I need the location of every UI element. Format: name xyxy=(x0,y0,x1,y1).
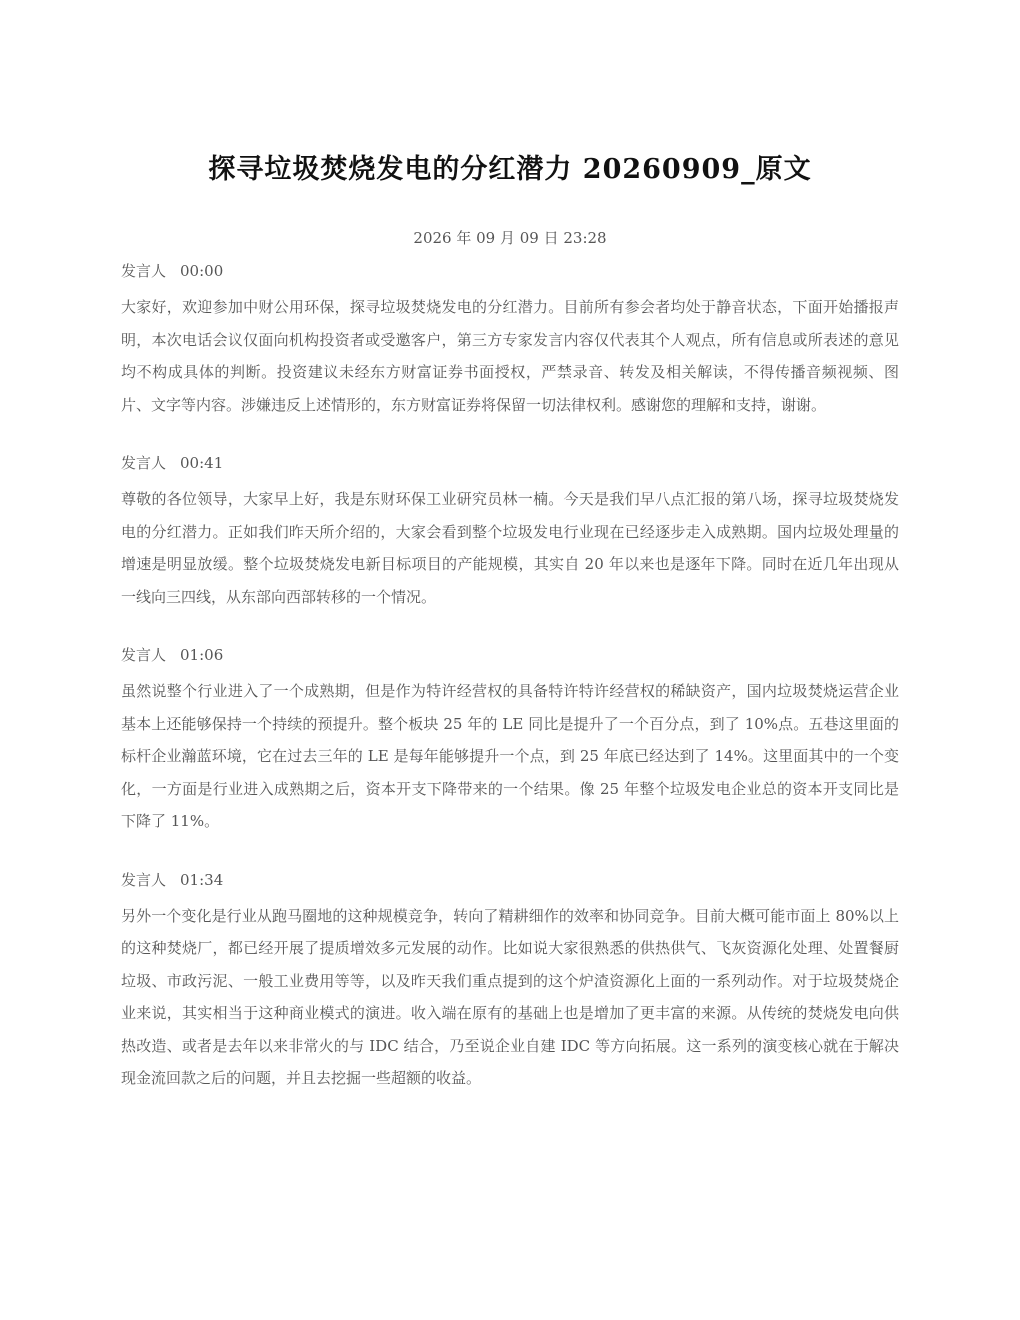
speaker-header xyxy=(121,451,899,475)
speaker-header xyxy=(121,868,899,892)
transcript-body xyxy=(121,259,899,1125)
transcript-paragraph: 大家好，欢迎参加中财公用环保，探寻垃圾焚烧发电的分红潜力。目前所有参会者均处于静音状态，下面开始播报声明，本次电话会议仅面向机构投资者或受邀客户，第三方专家发言内容仅代表其个人观点，所有信息或所表述的意见均不构成具体的判断。投资建议未经东方财富证券书面授权，严禁录音、转发及相关解读，不得传播音频视频、图片、文字等内容。涉嫌违反上述情形的，东方财富证券将保留一切法律权利。感谢您的理解和支持，谢谢。 xyxy=(121,298,899,414)
speaker-name: 发言人 xyxy=(121,646,167,664)
transcript-section xyxy=(121,868,899,1095)
transcript-paragraph: 另外一个变化是行业从跑马圈地的这种规模竞争，转向了精耕细作的效率和协同竞争。目前大概可能市面上 80%以上的这种焚烧厂，都已经开展了提质增效多元发展的动作。比如说大家很熟悉的供热供气、飞灰资源化处理、处置餐厨垃圾、市政污泥、一般工业费用等等，以及昨天我们重点提到的这个炉渣资源化上面的一系列动作。对于垃圾焚烧企业来说，其实相当于这种商业模式的演进。收入端在原有的基础上也是增加了更丰富的来源。从传统的焚烧发电向供热改造、或者是去年以来非常火的与 IDC 结合，乃至说企业自建 IDC 等方向拓展。这一系列的演变核心就在于解决现金流回款之后的问题，并且去挖掘一些超额的收益。 xyxy=(121,906,899,1087)
speaker-timestamp: 00:41 xyxy=(180,454,224,472)
transcript-paragraph: 虽然说整个行业进入了一个成熟期，但是作为特许经营权的具备特许特许经营权的稀缺资产，国内垃圾焚烧运营企业基本上还能够保持一个持续的预提升。整个板块 25 年的 LE 同比是提升了一个百分点，到了 10%点。五巷这里面的标杆企业瀚蓝环境，它在过去三年的 LE 是每年能够提升一个点，到 25 年底已经达到了 14%。这里面其中的一个变化，一方面是行业进入成熟期之后，资本开支下降带来的一个结果。像 25 年整个垃圾发电企业总的资本开支同比是下降了 11%。 xyxy=(121,682,899,830)
speaker-timestamp: 00:00 xyxy=(180,262,224,280)
speaker-name: 发言人 xyxy=(121,454,167,472)
speaker-header xyxy=(121,643,899,667)
document-date: 2026 年 09 月 09 日 23:28 xyxy=(413,229,607,247)
speaker-name: 发言人 xyxy=(121,870,167,889)
transcript-section xyxy=(121,643,899,838)
transcript-section xyxy=(121,259,899,421)
speaker-header xyxy=(121,259,899,283)
document-title: 探寻垃圾焚烧发电的分红潜力 20260909_原文 xyxy=(208,154,812,185)
speaker-timestamp: 01:34 xyxy=(180,870,224,889)
transcript-paragraph: 尊敬的各位领导，大家早上好，我是东财环保工业研究员林一楠。今天是我们早八点汇报的第八场，探寻垃圾焚烧发电的分红潜力。正如我们昨天所介绍的，大家会看到整个垃圾发电行业现在已经逐步走入成熟期。国内垃圾处理量的增速是明显放缓。整个垃圾焚烧发电新目标项目的产能规模，其实自 20 年以来也是逐年下降。同时在近几年出现从一线向三四线，从东部向西部转移的一个情况。 xyxy=(121,490,899,606)
speaker-timestamp: 01:06 xyxy=(180,646,224,664)
transcript-section xyxy=(121,451,899,613)
speaker-name: 发言人 xyxy=(121,262,167,280)
